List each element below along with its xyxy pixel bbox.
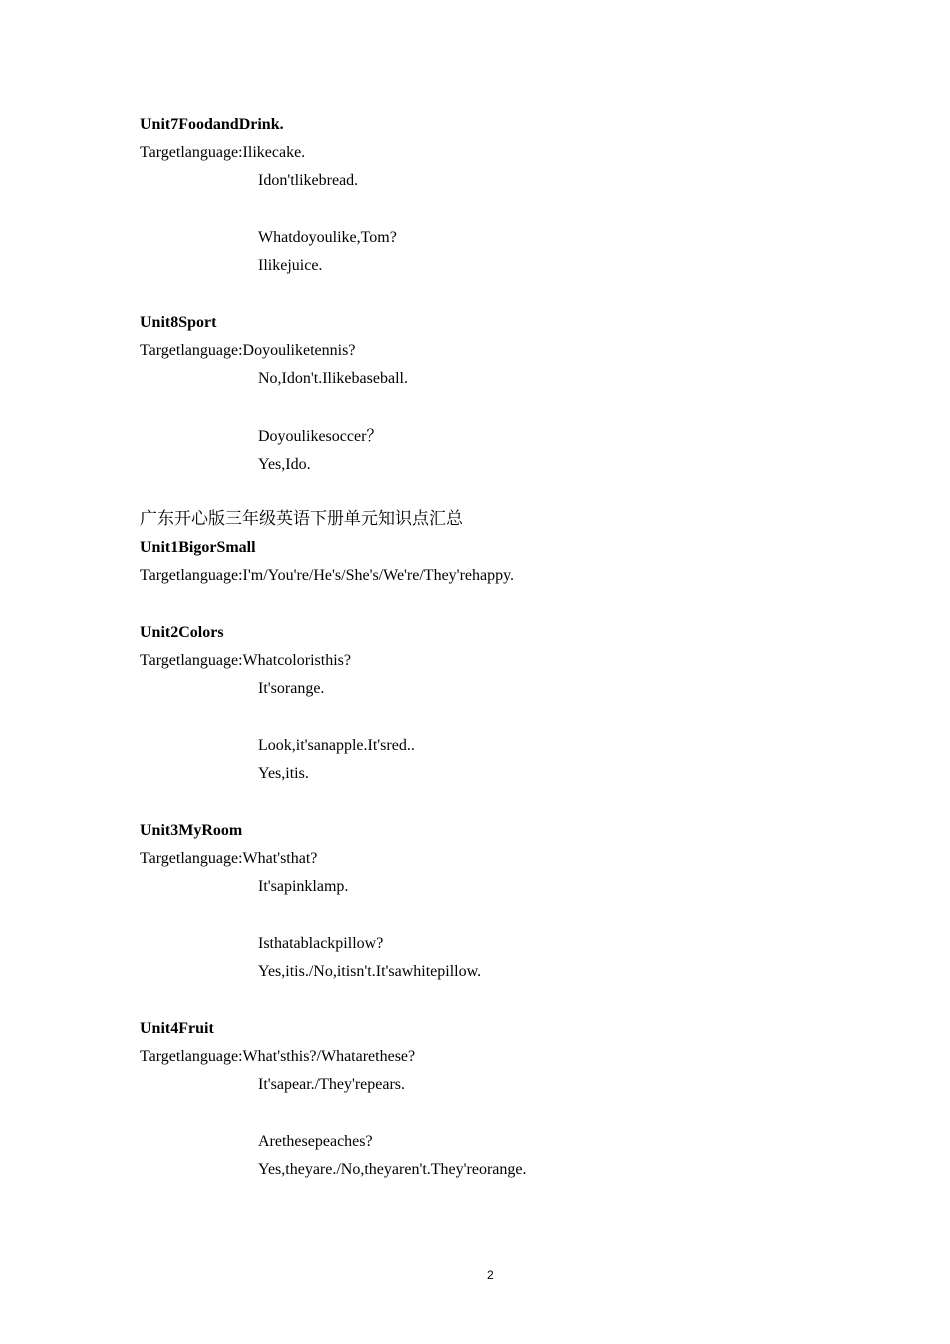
- sentence: It'sapear./They'repears.: [258, 1076, 406, 1093]
- sentence: Doyouliketennis?: [242, 342, 356, 359]
- sentence: It'sorange.: [258, 680, 325, 697]
- target-language-label: Targetlanguage:: [140, 342, 243, 359]
- sentence: Ilikecake.: [242, 144, 306, 161]
- unit-target-line: [140, 651, 351, 671]
- target-language-label: Targetlanguage:: [140, 1048, 243, 1065]
- unit-title: Unit4Fruit: [140, 1020, 214, 1037]
- unit-title: Unit7FoodandDrink.: [140, 116, 284, 133]
- unit-target-line: [140, 1047, 415, 1067]
- target-language-label: Targetlanguage:: [140, 567, 243, 584]
- sentence: No,Idon't.Ilikebaseball.: [258, 370, 408, 387]
- sentence: Ilikejuice.: [258, 257, 323, 274]
- target-language-label: Targetlanguage:: [140, 850, 243, 867]
- unit-target-line: [140, 566, 514, 586]
- unit-target-line: [140, 143, 305, 163]
- sentence: Yes,itis.: [258, 765, 309, 782]
- sentence: Idon'tlikebread.: [258, 172, 359, 189]
- section-heading: 广东开心版三年级英语下册单元知识点汇总: [140, 509, 463, 529]
- sentence: Isthatablackpillow?: [258, 935, 384, 952]
- sentence: Whatdoyoulike,Tom?: [258, 229, 397, 246]
- unit-title: Unit8Sport: [140, 314, 217, 331]
- sentence: It'sapinklamp.: [258, 878, 349, 895]
- sentence: Doyoulikesoccer？: [258, 428, 383, 445]
- unit-title: Unit2Colors: [140, 624, 224, 641]
- unit-target-line: [140, 341, 355, 361]
- sentence: Yes,Ido.: [258, 456, 311, 473]
- unit-title: Unit3MyRoom: [140, 822, 243, 839]
- unit-target-line: [140, 849, 317, 869]
- page-number: 2: [487, 1268, 494, 1282]
- sentence: Whatcoloristhis?: [242, 652, 351, 669]
- target-language-label: Targetlanguage:: [140, 652, 243, 669]
- target-language-label: Targetlanguage:: [140, 144, 243, 161]
- sentence: Look,it'sanapple.It'sred..: [258, 737, 415, 754]
- sentence: Arethesepeaches?: [258, 1133, 373, 1150]
- unit-title: Unit1BigorSmall: [140, 539, 256, 556]
- sentence: Yes,itis./No,itisn't.It'sawhitepillow.: [258, 963, 482, 980]
- sentence: What'sthat?: [242, 850, 318, 867]
- sentence: What'sthis?/Whatarethese?: [242, 1048, 416, 1065]
- sentence: Yes,theyare./No,theyaren't.They'reorange.: [258, 1161, 527, 1178]
- sentence: I'm/You're/He's/She's/We're/They'rehappy.: [242, 567, 515, 584]
